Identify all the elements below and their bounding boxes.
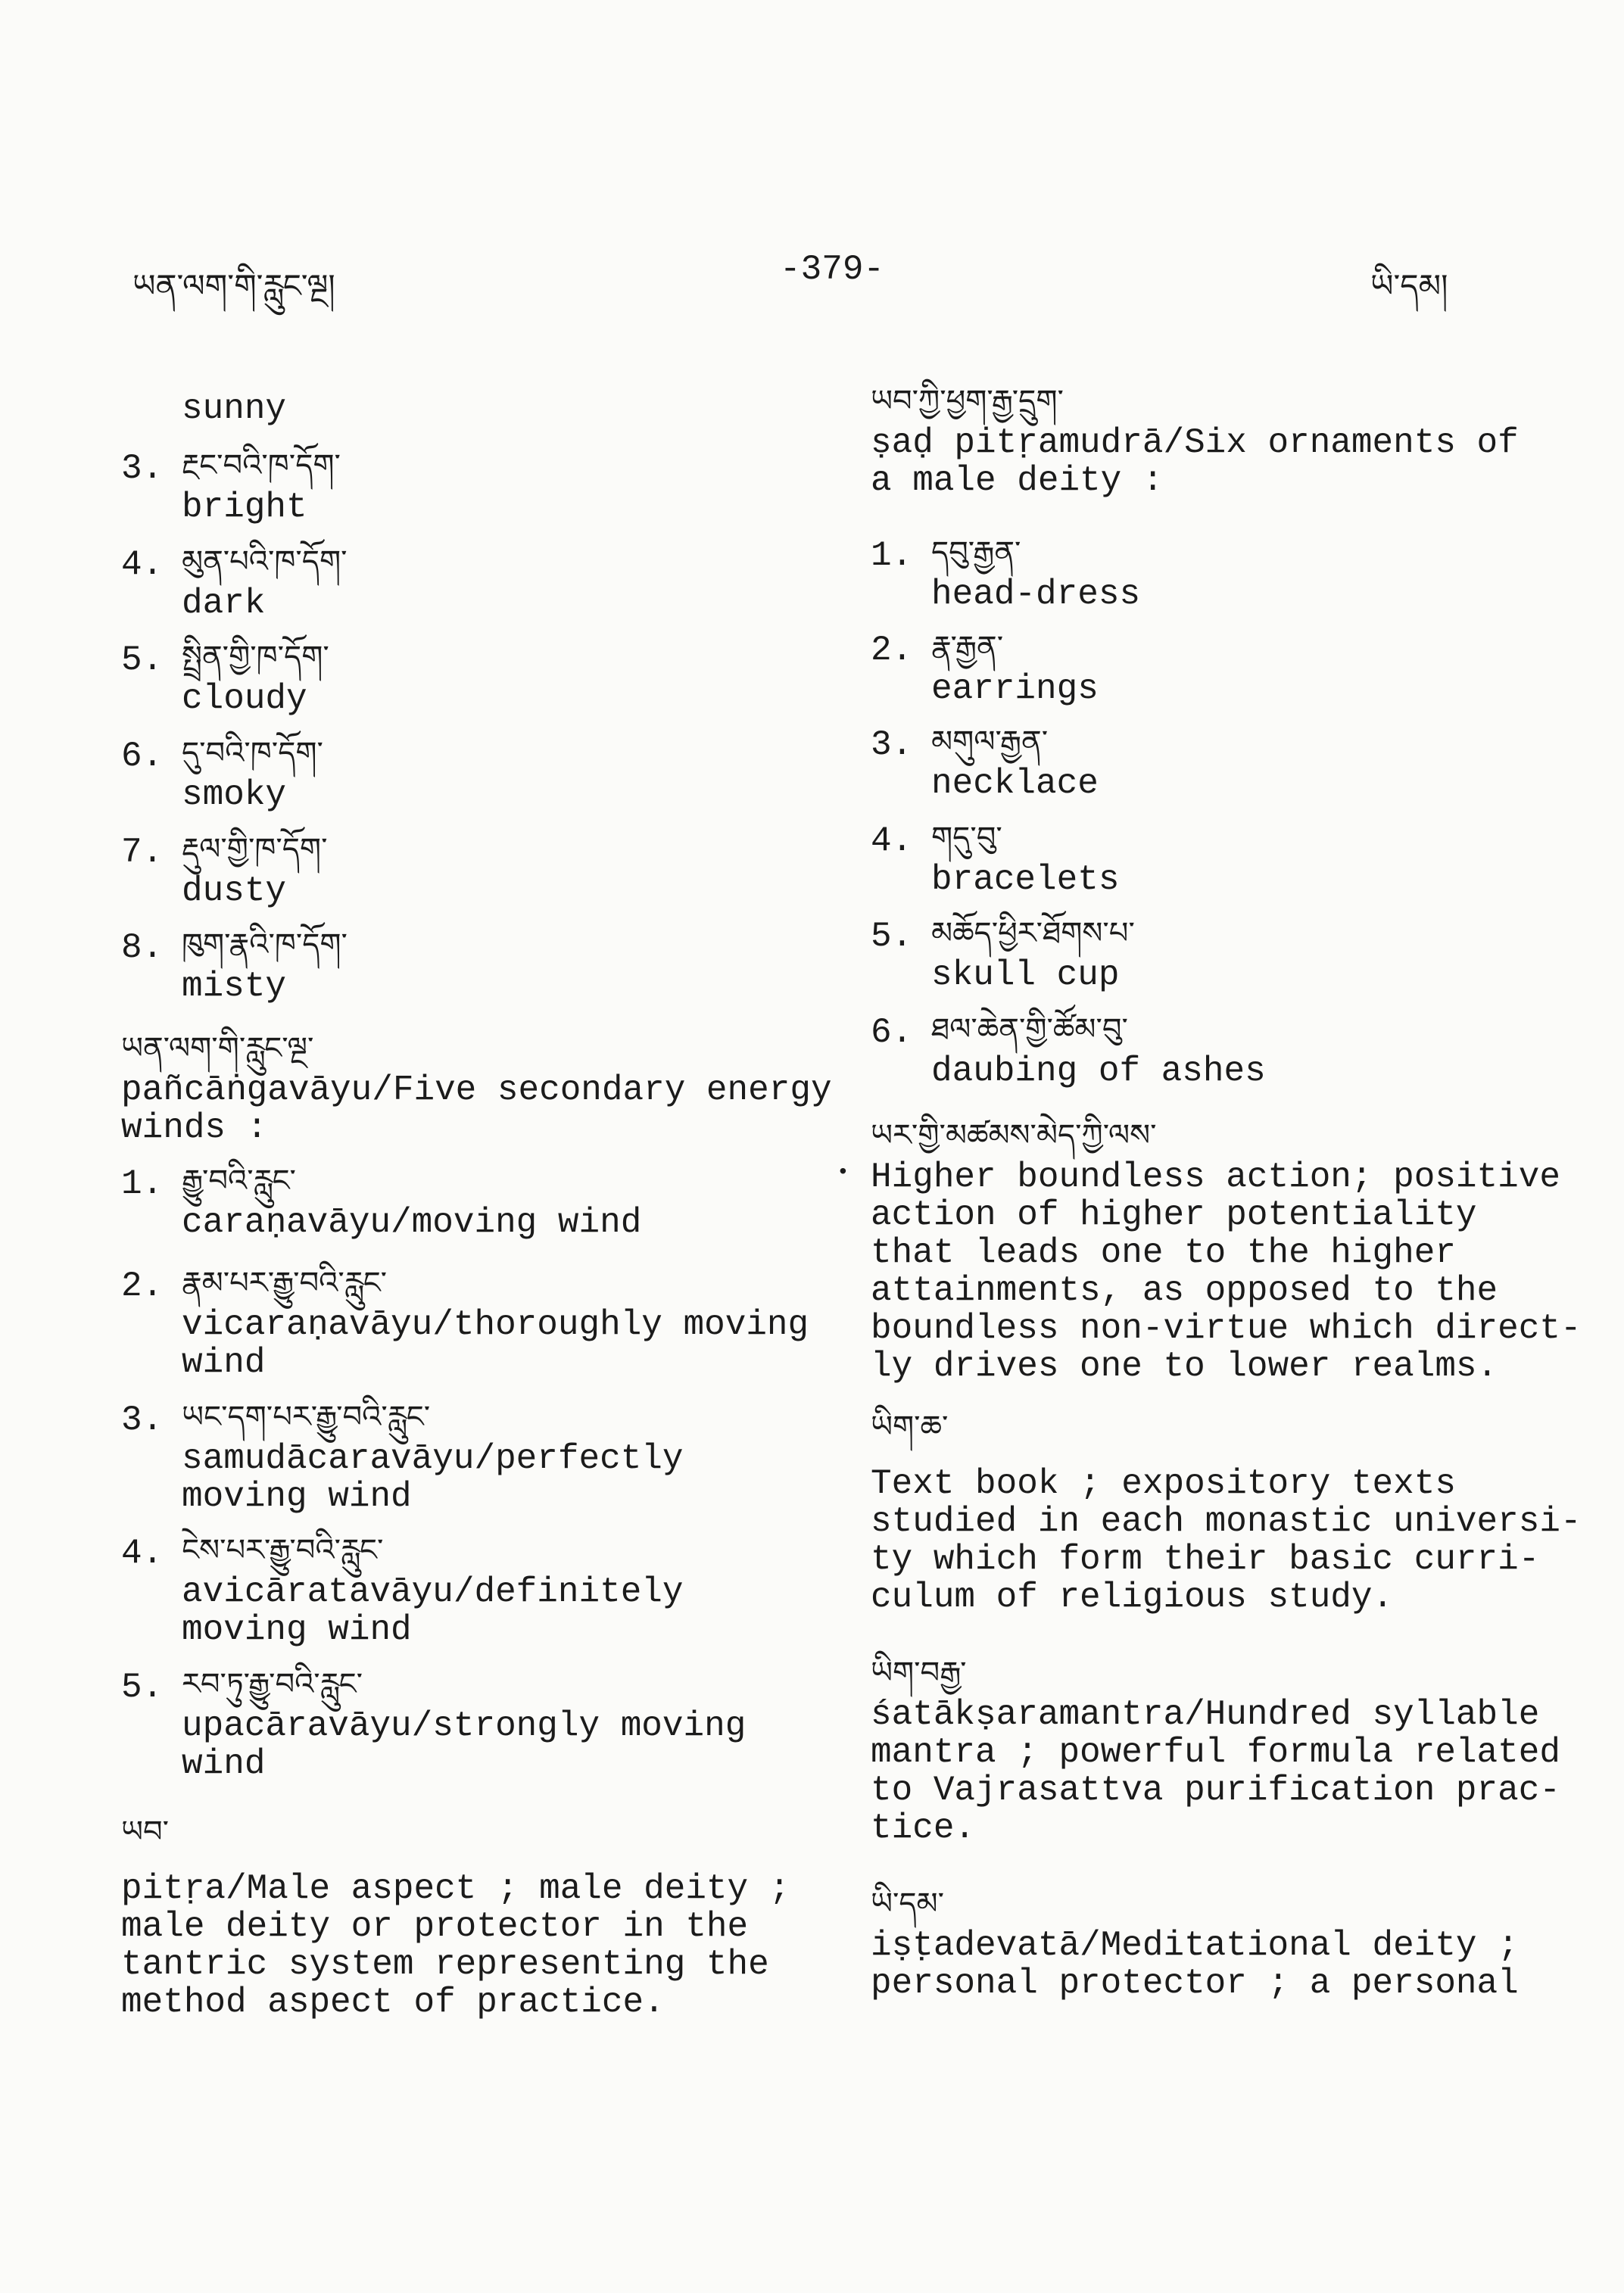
tibetan-term: རབ་ཏུ་རྒྱུ་བའི་རླུང་	[182, 1667, 363, 1702]
english-term: skull cup	[931, 955, 1120, 995]
item-number: 3.	[121, 1400, 164, 1440]
list-item	[121, 1260, 809, 1382]
english-term: caraṇavāyu/moving wind	[182, 1203, 642, 1242]
tibetan-term: རྡུལ་གྱི་ཁ་དོག་	[182, 832, 328, 867]
definition-line: Higher boundless action; positive	[871, 1157, 1560, 1197]
item-number: 1.	[121, 1164, 164, 1204]
definition-line: śatākṣaramantra/Hundred syllable	[871, 1695, 1540, 1734]
tibetan-term: མཆོད་ཕྱིར་ཐོགས་པ་	[931, 916, 1135, 951]
definition-line: mantra ; powerful formula related	[871, 1733, 1560, 1772]
page-number: -379-	[780, 250, 885, 289]
english-term: wind	[182, 1343, 266, 1382]
list-item	[871, 530, 1552, 613]
definition-line: attainments, as opposed to the	[871, 1271, 1498, 1310]
definition-line: ṣaḍ pitṛamudrā/Six ornaments of	[871, 423, 1519, 463]
english-term: necklace	[931, 764, 1099, 803]
definition-line: culum of religious study.	[871, 1578, 1394, 1617]
item-number: 4.	[121, 1534, 164, 1573]
headword: ཡིག་ཆ་	[871, 1410, 949, 1444]
definition-line: studied in each monastic universi-	[871, 1502, 1582, 1541]
list-item	[121, 443, 803, 526]
tibetan-term: ཐལ་ཆེན་གྱི་ཚོམ་བུ་	[931, 1012, 1128, 1047]
item-number: 6.	[121, 737, 164, 776]
english-term: earrings	[931, 669, 1099, 709]
tibetan-term: རྒྱུ་བའི་རླུང་	[182, 1164, 296, 1198]
tibetan-term: དུ་བའི་ཁ་དོག་	[182, 736, 323, 771]
item-number: 4.	[871, 821, 913, 861]
item-number: 5.	[871, 917, 913, 956]
english-term: head-dress	[931, 575, 1141, 614]
english-term: misty	[182, 967, 287, 1006]
dictionary-entry	[121, 1809, 803, 2021]
list-item	[871, 815, 1552, 899]
headword: ཡི་དམ་	[871, 1886, 945, 1921]
item-number: 2.	[871, 631, 913, 670]
definition-line: iṣṭadevatā/Meditational deity ;	[871, 1926, 1519, 1965]
english-term: moving wind	[182, 1610, 412, 1650]
definition-line: pitṛa/Male aspect ; male deity ;	[121, 1869, 790, 1908]
list-item	[871, 1007, 1552, 1090]
english-term: bracelets	[931, 860, 1120, 899]
list-item	[121, 922, 803, 1005]
definition-line: a male deity :	[871, 461, 1164, 500]
item-number: 7.	[121, 833, 164, 872]
list-item	[871, 625, 1552, 708]
list-item	[121, 1394, 803, 1516]
list-item	[121, 1662, 803, 1783]
headword: ཡབ་ཀྱི་ཕྱག་རྒྱ་དྲུག་	[871, 384, 1064, 419]
list-item	[121, 1528, 803, 1649]
item-number: 3.	[121, 449, 164, 488]
english-term: cloudy	[182, 679, 307, 718]
definition-line: ty which form their basic curri-	[871, 1540, 1540, 1579]
headword: ཡབ་	[121, 1815, 170, 1849]
definition-line: action of higher potentiality	[871, 1195, 1477, 1235]
tibetan-term: དབུ་རྒྱན་	[931, 535, 1021, 570]
headword: ཡན་ལག་གི་རླུང་ལྔ་	[121, 1031, 314, 1066]
item-number: 4.	[121, 545, 164, 584]
headword: ཡིག་བརྒྱ་	[871, 1656, 967, 1690]
item-number: 8.	[121, 928, 164, 967]
list-item	[871, 911, 1552, 994]
english-term: wind	[182, 1744, 266, 1784]
tibetan-term: རྔང་བའི་ཁ་དོག་	[182, 448, 341, 483]
definition-line: boundless non-virtue which direct-	[871, 1309, 1582, 1348]
tibetan-term: སྤྲིན་གྱི་ཁ་དོག་	[182, 640, 329, 675]
tibetan-term: མུན་པའི་ཁ་དོག་	[182, 544, 348, 579]
english-term: vicaraṇavāyu/thoroughly moving	[182, 1305, 809, 1344]
english-term: smoky	[182, 775, 287, 815]
list-item	[871, 719, 1552, 802]
tibetan-term: རྣམ་པར་རྒྱུ་བའི་རླུང་	[182, 1266, 388, 1301]
english-term: dusty	[182, 871, 287, 911]
item-number: 2.	[121, 1266, 164, 1306]
definition-line: pañcāṅgavāyu/Five secondary energy	[121, 1070, 832, 1110]
english-term: avicāratavāyu/definitely	[182, 1572, 684, 1612]
list-item	[121, 731, 803, 814]
definition-line: tantric system representing the	[121, 1945, 769, 1984]
english-term: bright	[182, 488, 307, 527]
definition-line: ly drives one to lower realms.	[871, 1347, 1498, 1386]
running-header-right: ཡི་དམ།	[1370, 267, 1448, 304]
dictionary-entry	[871, 379, 1552, 500]
list-item	[121, 634, 803, 718]
definition-line: winds :	[121, 1108, 268, 1148]
english-term: upacāravāyu/strongly moving	[182, 1706, 747, 1746]
tibetan-term: གདུ་བུ་	[931, 821, 1002, 855]
list-item	[121, 827, 803, 910]
dictionary-entry	[871, 1881, 1552, 2002]
dictionary-entry	[837, 1113, 1582, 1386]
dictionary-entry	[871, 1650, 1560, 1848]
item-number: 6.	[871, 1013, 913, 1052]
list-item	[121, 539, 803, 622]
english-term: moving wind	[182, 1477, 412, 1516]
tibetan-term: ངེས་པར་རྒྱུ་བའི་རླུང་	[182, 1533, 384, 1568]
tibetan-term: ཡང་དག་པར་རྒྱུ་བའི་རླུང་	[182, 1400, 431, 1435]
dictionary-entry	[121, 1026, 832, 1148]
continued-term: sunny	[182, 389, 287, 428]
english-term: daubing of ashes	[931, 1051, 1266, 1091]
definition-line: tice.	[871, 1809, 976, 1848]
tibetan-term: མགུལ་རྒྱན་	[931, 724, 1049, 759]
running-header-left: ཡན་ལག་གི་རླུང་ལྔ།	[132, 267, 335, 304]
dictionary-entry	[871, 1404, 1582, 1617]
definition-line: to Vajrasattva purification prac-	[871, 1771, 1560, 1810]
item-number: 5.	[121, 640, 164, 680]
definition-line: male deity or protector in the	[121, 1907, 749, 1946]
item-number: 5.	[121, 1668, 164, 1707]
definition-line: Text book ; expository texts	[871, 1464, 1456, 1503]
headword: ཡར་གྱི་མཚམས་མེད་ཀྱི་ལས་	[871, 1118, 1157, 1153]
item-number: 1.	[871, 536, 913, 575]
tibetan-term: ཁུག་རྣའི་ཁ་དོག་	[182, 927, 348, 962]
list-item	[121, 1158, 803, 1242]
definition-line: personal protector ; a personal	[871, 1964, 1519, 2003]
english-term: samudācaravāyu/perfectly	[182, 1439, 684, 1478]
bullet-mark: •	[837, 1161, 849, 1185]
tibetan-term: རྣ་རྒྱན་	[931, 630, 1004, 665]
definition-line: that leads one to the higher	[871, 1233, 1456, 1273]
continued-list	[121, 390, 803, 428]
item-number: 3.	[871, 725, 913, 765]
definition-line: method aspect of practice.	[121, 1983, 665, 2022]
english-term: dark	[182, 584, 266, 623]
